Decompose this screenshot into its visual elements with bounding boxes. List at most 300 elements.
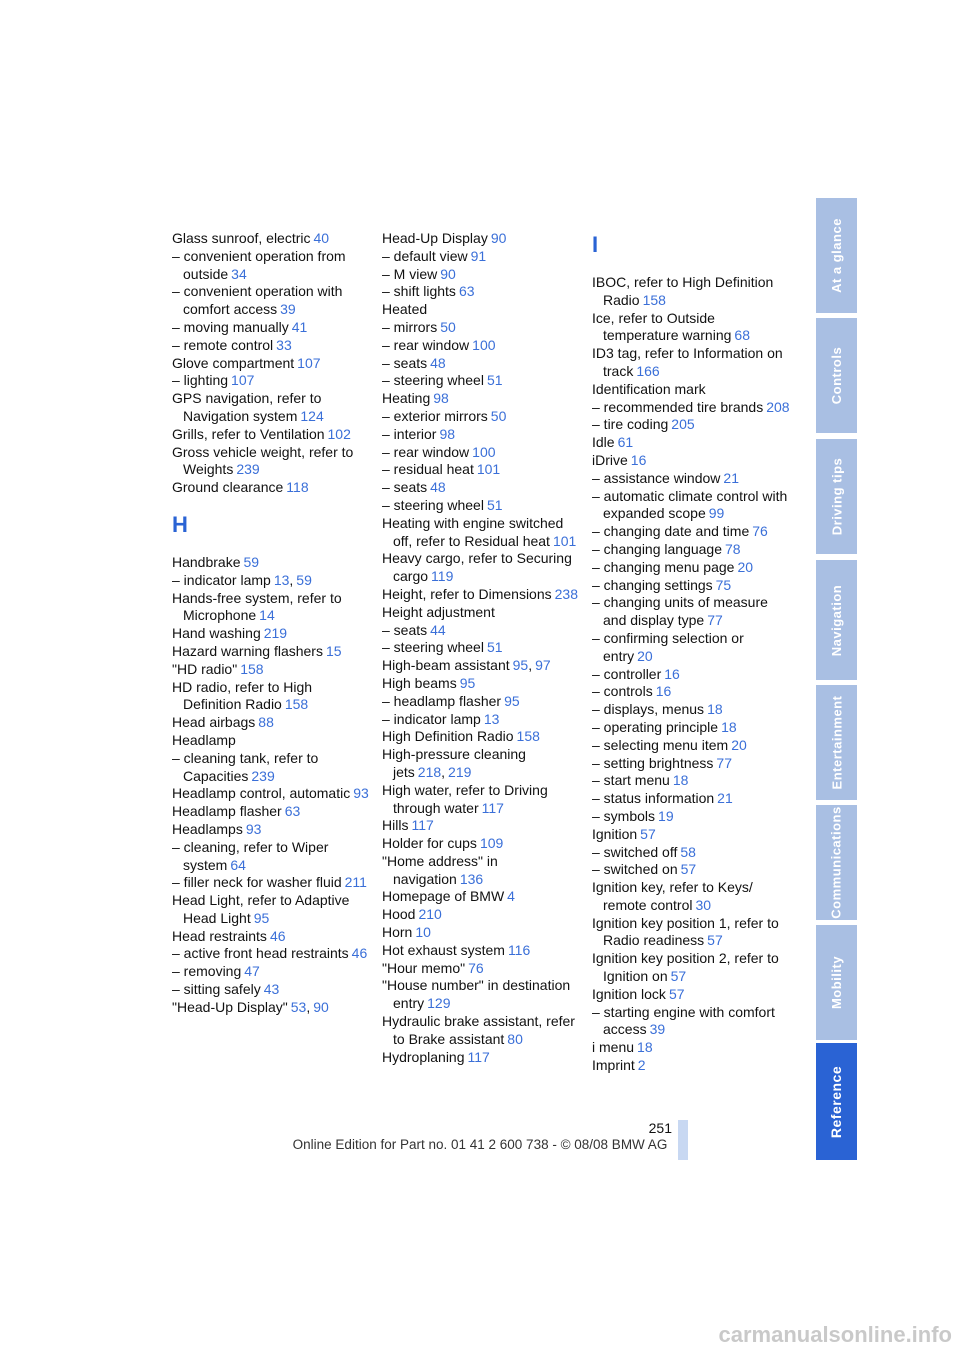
index-entry-text: – headlamp flasher <box>382 692 502 709</box>
index-entry-text: – moving manually <box>172 318 289 335</box>
page-link[interactable]: 20 <box>737 558 754 575</box>
page-link[interactable]: 21 <box>723 469 739 486</box>
index-entry <box>382 853 582 889</box>
page-link[interactable]: 93 <box>245 820 262 837</box>
index-entry-text: – switched on <box>592 861 678 878</box>
index-entry-text: – filler neck for washer fluid <box>172 874 342 891</box>
index-entry <box>592 434 792 452</box>
index-entry <box>592 559 792 577</box>
index-entry-text: Homepage of BMW <box>382 888 505 905</box>
page-number: 251 <box>648 1120 672 1136</box>
page-link[interactable]: 59 <box>243 553 260 570</box>
page-link[interactable]: 20 <box>637 647 653 664</box>
page-link[interactable]: 46 <box>351 945 368 962</box>
section-heading: H <box>172 511 188 537</box>
page-link[interactable]: 33 <box>276 336 292 353</box>
index-entry <box>172 785 372 803</box>
index-entry <box>172 714 372 732</box>
index-entry <box>382 728 582 746</box>
page-link[interactable]: 63 <box>284 803 301 820</box>
index-entry <box>172 554 372 572</box>
index-entry-text: Heated <box>382 301 428 318</box>
page-link[interactable]: 102 <box>327 425 351 442</box>
index-entry <box>382 639 582 657</box>
page-link[interactable]: 46 <box>269 927 286 944</box>
page-link[interactable]: 117 <box>411 817 434 834</box>
index-entry-text: Hand washing <box>172 625 261 642</box>
page-link[interactable]: 98 <box>439 425 456 442</box>
index-entry-text: Head-Up Display <box>382 230 488 246</box>
index-entry <box>382 675 582 693</box>
index-entry-text: High beams <box>382 674 457 691</box>
tab-label: Controls <box>829 346 845 405</box>
index-entry-text: – seats <box>382 354 428 371</box>
index-entry-text: – cleaning, refer to Wiper system <box>172 838 329 873</box>
page-link[interactable]: 107 <box>297 354 321 371</box>
index-entry-text: – status information <box>592 790 715 807</box>
page-link[interactable]: 101 <box>552 532 577 549</box>
index-entry <box>172 426 372 444</box>
page-link[interactable]: 118 <box>286 479 309 496</box>
index-entry <box>382 977 582 1013</box>
index-entry-text: Horn <box>382 924 413 941</box>
index-entry-text: Hot exhaust system <box>382 941 505 958</box>
page-link[interactable]: 13 <box>273 571 290 588</box>
page-link[interactable]: 34 <box>231 265 247 282</box>
index-entry <box>382 479 582 497</box>
index-entry-text: Hydroplaning <box>382 1048 465 1065</box>
page-link[interactable]: 18 <box>707 701 723 718</box>
page-link[interactable]: 101 <box>476 461 501 478</box>
index-entry <box>382 604 582 622</box>
page-link[interactable]: 77 <box>716 754 732 771</box>
index-entry: High-pressure cleaning jets 218, 219 <box>382 746 526 780</box>
index-entry-text: Imprint <box>592 1057 635 1074</box>
index-entry <box>382 408 582 426</box>
page-link[interactable]: 10 <box>415 924 431 941</box>
index-entry <box>172 963 372 981</box>
page-link[interactable]: 117 <box>467 1048 490 1065</box>
index-entry-text: – shift lights <box>382 283 456 300</box>
index-entry-text: Ignition key, refer to Keys/ remote control <box>592 879 753 913</box>
tab-communications[interactable] <box>816 805 857 920</box>
index-entry-text: – M view <box>382 265 438 282</box>
index-entry <box>382 301 582 319</box>
index-entry <box>592 683 792 701</box>
index-entry-text: Headlamp <box>172 731 236 748</box>
tab-entertainment[interactable] <box>816 685 857 800</box>
tab-controls[interactable] <box>816 318 857 433</box>
watermark: carmanualsonline.info <box>718 1322 952 1347</box>
index-entry <box>382 337 582 355</box>
page-link[interactable]: 211 <box>344 874 367 891</box>
page-link[interactable]: 20 <box>731 736 747 753</box>
tab-mobility[interactable] <box>816 925 857 1040</box>
page-link[interactable]: 64 <box>230 856 246 873</box>
index-entry-text: – indicator lamp <box>172 571 271 588</box>
index-entry <box>382 622 582 640</box>
page-link[interactable]: 93 <box>353 785 369 802</box>
index-entry <box>382 444 582 462</box>
page-link[interactable]: 51 <box>486 372 503 389</box>
index-entry-text: Heating with engine switched off, refer to Residual heat <box>382 514 564 549</box>
page-link[interactable]: 16 <box>655 683 672 700</box>
index-entry-text: Headlamp flasher <box>172 803 282 820</box>
index-entry <box>592 844 792 862</box>
page-link[interactable]: 158 <box>240 660 264 677</box>
index-entry <box>382 888 582 906</box>
index-entry <box>592 274 792 310</box>
page-link[interactable]: 58 <box>680 843 696 860</box>
index-entry-text: – default view <box>382 247 468 264</box>
index-entry-text: Hydraulic brake assistant, refer to Brake assistant <box>382 1013 575 1047</box>
index-entry <box>382 230 582 248</box>
index-entry <box>592 1039 792 1057</box>
index-entry-text: Holder for cups <box>382 835 477 852</box>
index-entry-text: Glove compartment <box>172 354 295 371</box>
index-entry <box>592 310 792 346</box>
index-entry <box>592 1057 792 1075</box>
index-entry-text: Heating <box>382 390 431 407</box>
index-entry-text: – steering wheel <box>382 372 484 389</box>
page-link[interactable]: 51 <box>486 639 503 656</box>
index-entry <box>382 355 582 373</box>
index-entry-text: Headlamps <box>172 820 243 837</box>
page-link[interactable]: 4 <box>507 888 515 905</box>
index-entry-text: – operating principle <box>592 718 719 735</box>
tab-label: Navigation <box>829 584 844 656</box>
index-entry <box>592 826 792 844</box>
index-entry-text: – lighting <box>172 372 229 389</box>
index-entry <box>172 732 372 750</box>
index-entry-text: – displays, menus <box>592 701 705 718</box>
index-entry <box>172 283 372 319</box>
page-link[interactable]: 76 <box>752 523 768 540</box>
index-entry-text: – switched off <box>592 843 678 860</box>
index-entry <box>382 835 582 853</box>
page-link[interactable]: 50 <box>440 318 456 335</box>
page-link[interactable]: 136 <box>459 870 484 887</box>
index-entry-text: "Hour memo" <box>382 959 466 976</box>
page-link[interactable]: 59 <box>296 571 312 588</box>
index-entry <box>172 803 372 821</box>
page-link[interactable]: 158 <box>642 291 666 308</box>
page-link[interactable]: 205 <box>671 416 695 433</box>
page-link[interactable]: 16 <box>664 665 680 682</box>
index-entry <box>172 479 372 497</box>
index-entry-text: ID3 tag, refer to Information on track <box>592 345 783 379</box>
index-entry-text: Ignition <box>592 825 638 842</box>
index-entry-text: Hazard warning flashers <box>172 642 323 659</box>
page-link[interactable]: 61 <box>617 434 634 451</box>
page-link[interactable]: 30 <box>695 896 712 913</box>
index-entry <box>172 874 372 892</box>
index-entry <box>592 915 792 951</box>
index-entry-text: Ignition key position 1, refer to Radio readiness <box>592 914 779 949</box>
tab-at-a-glance[interactable] <box>816 198 857 313</box>
index-entry-text: High Definition Radio <box>382 728 514 745</box>
footer-note: Online Edition for Part no. 01 41 2 600 738 - © 08/08 BMW AG <box>292 1137 668 1152</box>
index-entry-text: – rear window <box>382 336 470 353</box>
index-entry <box>592 381 792 399</box>
index-entry <box>382 1013 582 1049</box>
index-entry-text: – interior <box>382 425 437 442</box>
index-entry-text: – starting engine with comfort access <box>592 1003 775 1038</box>
page-link[interactable]: 117 <box>481 799 504 816</box>
page-link[interactable]: 107 <box>231 372 255 389</box>
page-link[interactable]: 80 <box>507 1030 523 1047</box>
tab-label: Driving tips <box>829 457 845 536</box>
index-entry <box>382 266 582 284</box>
index-entry-text: Grills, refer to Ventilation <box>172 425 325 442</box>
page-link[interactable]: 90 <box>490 230 507 246</box>
index-entry <box>592 470 792 488</box>
index-entry-text: – cleaning tank, refer to Capacities <box>172 749 319 784</box>
page-link[interactable]: 99 <box>708 505 725 522</box>
index-entry-text: – convenient operation with comfort access <box>172 283 343 318</box>
index-entry <box>172 679 372 715</box>
page-link[interactable]: 41 <box>291 318 308 335</box>
page-link[interactable]: 208 <box>766 398 790 415</box>
page-link[interactable]: 158 <box>284 696 309 713</box>
index-entry <box>172 355 372 373</box>
index-entry <box>382 248 582 266</box>
page-link[interactable]: 238 <box>554 585 578 602</box>
index-entry-text: – changing date and time <box>592 523 750 540</box>
index-entry <box>172 372 372 390</box>
page-link[interactable]: 57 <box>670 968 687 985</box>
index-entry <box>592 808 792 826</box>
page-link[interactable]: 44 <box>430 621 446 638</box>
page-link[interactable]: 43 <box>263 981 280 998</box>
page-link[interactable]: 124 <box>300 407 324 424</box>
page-link[interactable]: 19 <box>658 807 674 824</box>
index-entry <box>172 892 372 928</box>
index-entry-text: – tire coding <box>592 416 669 433</box>
page-link[interactable]: 78 <box>725 540 741 557</box>
index-entry-text: Head airbags <box>172 714 256 731</box>
page-link[interactable]: 2 <box>637 1057 646 1074</box>
page-link[interactable]: 57 <box>707 932 723 949</box>
index-entry <box>592 594 792 630</box>
page-link[interactable]: 75 <box>715 576 732 593</box>
index-entry <box>592 523 792 541</box>
index-entry-text: – removing <box>172 963 242 980</box>
index-entry <box>172 625 372 643</box>
index-entry <box>382 942 582 960</box>
index-entry <box>382 693 582 711</box>
page-link[interactable]: 95 <box>459 674 476 691</box>
index-entry-text: – controller <box>592 665 662 682</box>
index-entry-text: Ground clearance <box>172 479 284 496</box>
index-entry <box>172 821 372 839</box>
page-link[interactable]: 14 <box>259 607 275 624</box>
index-entry-text: Head restraints <box>172 927 267 944</box>
page-link[interactable]: 95 <box>504 692 520 709</box>
section-heading: I <box>592 232 599 257</box>
index-entry <box>172 750 372 786</box>
index-entry-text: iDrive <box>592 451 628 468</box>
index-entry-text: GPS navigation, refer to Navigation system <box>172 390 322 424</box>
page-link[interactable]: 48 <box>430 479 446 496</box>
tab-navigation[interactable] <box>816 560 857 680</box>
index-entry-text: Headlamp control, automatic <box>172 785 351 802</box>
page-link[interactable]: 57 <box>668 985 685 1002</box>
page-link[interactable]: 48 <box>430 354 446 371</box>
page-link[interactable]: 219 <box>448 763 472 780</box>
page-link[interactable]: 158 <box>516 728 540 745</box>
index-entry-text: High-pressure cleaning jets <box>382 746 526 780</box>
index-entry-text: Hills <box>382 817 409 834</box>
page-link[interactable]: 16 <box>630 451 647 468</box>
index-entry <box>592 577 792 595</box>
index-entry <box>382 960 582 978</box>
index-entry <box>172 928 372 946</box>
index-entry <box>172 981 372 999</box>
page-link[interactable]: 239 <box>236 461 260 478</box>
index-entry-text: – rear window <box>382 443 470 460</box>
index-entry <box>382 390 582 408</box>
tab-label: Mobility <box>829 955 845 1010</box>
index-entry <box>172 337 372 355</box>
page-link[interactable]: 90 <box>313 998 329 1015</box>
index-entry <box>592 1004 792 1040</box>
tab-driving-tips[interactable] <box>816 439 857 554</box>
index-entry: – indicator lamp 13, 59 <box>172 571 312 588</box>
page-link[interactable]: 15 <box>325 642 342 659</box>
page-link[interactable]: 109 <box>479 835 504 852</box>
page-link[interactable]: 166 <box>636 362 660 379</box>
index-entry-text: Hands-free system, refer to Microphone <box>172 589 342 624</box>
index-entry-text: – mirrors <box>382 318 438 335</box>
page-link[interactable]: 100 <box>472 443 496 460</box>
index-entry <box>382 550 582 586</box>
page-link[interactable]: 210 <box>418 906 442 923</box>
index-entry-text: – residual heat <box>382 461 474 478</box>
index-entry <box>382 906 582 924</box>
page-link[interactable]: 88 <box>258 714 274 731</box>
page-link[interactable]: 51 <box>486 496 503 513</box>
index-entry <box>592 541 792 559</box>
page-link[interactable]: 21 <box>717 790 733 807</box>
index-entry <box>592 755 792 773</box>
index-entry <box>382 426 582 444</box>
index-entry <box>172 643 372 661</box>
index-entry <box>592 701 792 719</box>
index-entry-text: i menu <box>592 1039 635 1056</box>
index-entry <box>592 986 792 1004</box>
index-entry <box>592 345 792 381</box>
page-link[interactable]: 18 <box>672 772 689 789</box>
index-entry-text: – exterior mirrors <box>382 407 488 424</box>
index-entry <box>172 248 372 284</box>
index-entry-text: – changing units of measure and display type <box>592 594 768 629</box>
index-entry <box>382 817 582 835</box>
page-link[interactable]: 40 <box>313 230 330 246</box>
index-entry <box>592 737 792 755</box>
index-entry-text: – active front head restraints <box>172 945 349 962</box>
tab-label: At a glance <box>829 218 845 293</box>
page-link[interactable]: 116 <box>507 941 531 958</box>
index-entry: High-beam assistant 95, 97 <box>382 657 551 674</box>
page-link[interactable]: 68 <box>734 327 750 344</box>
page-link[interactable]: 97 <box>535 657 551 674</box>
index-entry <box>592 452 792 470</box>
index-entry <box>172 839 372 875</box>
index-entry <box>382 461 582 479</box>
page-link[interactable]: 218 <box>417 763 442 780</box>
page-link[interactable]: 77 <box>707 612 723 629</box>
page-link[interactable]: 57 <box>640 825 656 842</box>
page-link[interactable]: 18 <box>637 1039 653 1056</box>
page-link[interactable]: 76 <box>468 959 484 976</box>
index-entry-text: – changing language <box>592 540 723 557</box>
page-link[interactable]: 90 <box>440 265 456 282</box>
index-entry <box>172 319 372 337</box>
index-entry-text: Ice, refer to Outside temperature warning <box>592 309 732 344</box>
page-link[interactable]: 18 <box>721 718 737 735</box>
page-link[interactable]: 95 <box>512 657 529 674</box>
index-entry-text: – confirming selection or entry <box>592 629 744 664</box>
page-link[interactable]: 53 <box>290 998 307 1015</box>
index-entry-text: – sitting safely <box>172 981 261 998</box>
page-link[interactable]: 91 <box>470 247 487 264</box>
index-entry-text: – seats <box>382 479 428 496</box>
page-link[interactable]: 100 <box>472 336 496 353</box>
page-link[interactable]: 63 <box>458 283 475 300</box>
index-entry-text: Height, refer to Dimensions <box>382 585 552 602</box>
index-entry-text: Idle <box>592 434 615 451</box>
index-entry-text: – recommended tire brands <box>592 398 764 415</box>
index-column-3 <box>592 230 792 1075</box>
index-column-1 <box>172 230 372 1017</box>
chapter-tabs <box>816 198 857 1160</box>
index-entry <box>382 283 582 301</box>
index-entry-text: – changing menu page <box>592 558 735 575</box>
index-entry-text: – steering wheel <box>382 639 484 656</box>
index-entry <box>592 666 792 684</box>
index-entry <box>382 319 582 337</box>
index-entry-text: – changing settings <box>592 576 713 593</box>
index-entry <box>592 399 792 417</box>
index-entry-text: "House number" in destination entry <box>382 977 571 1012</box>
index-entry-text: Handbrake <box>172 553 241 570</box>
page-link[interactable]: 39 <box>280 301 296 318</box>
page-link[interactable]: 57 <box>680 861 697 878</box>
index-entry <box>592 488 792 524</box>
index-entry <box>592 416 792 434</box>
index-column-2 <box>382 230 582 1066</box>
page-link[interactable]: 13 <box>483 710 500 727</box>
page-link[interactable]: 239 <box>251 767 275 784</box>
index-entry <box>382 372 582 390</box>
page-link[interactable]: 98 <box>433 390 449 407</box>
page-link[interactable]: 47 <box>244 963 260 980</box>
page-link[interactable]: 39 <box>649 1021 666 1038</box>
index-entry <box>382 711 582 729</box>
index-entry <box>592 950 792 986</box>
index-entry-text: High water, refer to Driving through water <box>382 781 548 816</box>
index-entry-text: – setting brightness <box>592 754 714 771</box>
page-link[interactable]: 95 <box>253 909 270 926</box>
page-link[interactable]: 50 <box>490 407 507 424</box>
page-link[interactable]: 219 <box>263 625 288 642</box>
index-entry <box>382 1049 582 1067</box>
index-entry <box>172 230 372 248</box>
page-link[interactable]: 119 <box>431 568 454 585</box>
page-link[interactable]: 129 <box>427 995 451 1012</box>
index-entry-text: – automatic climate control with expanded scope <box>592 487 788 522</box>
